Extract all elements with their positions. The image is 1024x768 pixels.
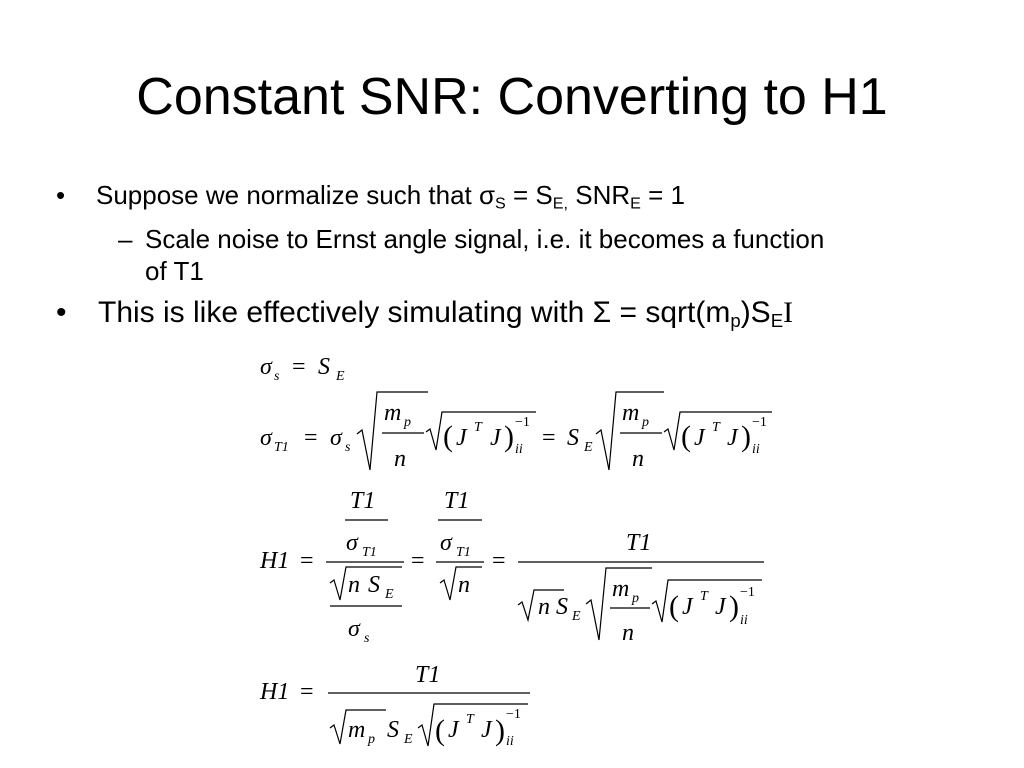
slide-title: Constant SNR: Converting to H1 bbox=[136, 68, 888, 126]
s-symbol: S bbox=[387, 717, 399, 743]
m-symbol: m bbox=[348, 717, 366, 743]
subscript-e: E bbox=[630, 194, 641, 213]
paren-close: ) bbox=[504, 420, 514, 453]
superscript-t: T bbox=[712, 420, 720, 435]
subscript-s: s bbox=[345, 440, 351, 455]
subscript-e: E bbox=[385, 587, 394, 602]
sigma-symbol: σ bbox=[260, 354, 272, 380]
subscript-p: p bbox=[632, 591, 639, 606]
subscript-ii: ii bbox=[752, 442, 760, 457]
n-symbol: n bbox=[632, 446, 644, 472]
subscript-ii: ii bbox=[506, 734, 514, 749]
subscript-p: p bbox=[404, 415, 411, 430]
equation-sigma-s bbox=[260, 354, 345, 384]
t1-symbol: T1 bbox=[350, 488, 376, 514]
s-symbol: S bbox=[567, 425, 579, 451]
superscript-minus-one: −1 bbox=[740, 585, 755, 600]
m-symbol: m bbox=[384, 400, 402, 426]
subscript-ii: ii bbox=[515, 442, 523, 457]
text-part: This is like effectively simulating with Σ = sqrt(m bbox=[98, 296, 731, 329]
n-symbol: n bbox=[622, 620, 634, 646]
subscript-t1: T1 bbox=[456, 545, 471, 560]
j-symbol: J bbox=[715, 594, 726, 620]
t1-symbol: T1 bbox=[444, 488, 470, 514]
superscript-t: T bbox=[466, 712, 474, 727]
paren-close: ) bbox=[495, 714, 505, 747]
equation-h1-expansion bbox=[259, 488, 764, 646]
j-symbol: J bbox=[727, 425, 738, 451]
equals-sign: = bbox=[300, 548, 314, 574]
bullet-dot: • bbox=[56, 180, 66, 210]
superscript-minus-one: −1 bbox=[515, 415, 530, 430]
sigma-symbol: σ bbox=[260, 425, 272, 451]
sigma-symbol: σ bbox=[346, 530, 358, 556]
subscript-e: E bbox=[584, 440, 593, 455]
text-part: )S bbox=[740, 296, 771, 329]
equals-sign: = bbox=[542, 425, 556, 451]
equation-sigma-t1 bbox=[260, 392, 772, 472]
s-symbol: S bbox=[556, 594, 568, 620]
text-part: SNR bbox=[568, 180, 631, 210]
n-symbol: n bbox=[538, 594, 550, 620]
paren-close: ) bbox=[741, 420, 751, 453]
identity-symbol: I bbox=[783, 296, 794, 329]
j-symbol: J bbox=[490, 425, 501, 451]
paren-open: ( bbox=[435, 714, 445, 747]
subscript-p: p bbox=[368, 732, 375, 747]
s-symbol: S bbox=[368, 572, 380, 598]
superscript-minus-one: −1 bbox=[506, 707, 521, 722]
subscript-s: S bbox=[495, 194, 506, 213]
h1-symbol: H1 bbox=[260, 548, 290, 574]
equals-sign: = bbox=[300, 679, 314, 705]
text-part: Suppose we normalize such that σ bbox=[96, 180, 496, 210]
subscript-e: E bbox=[336, 369, 345, 384]
s-symbol: S bbox=[318, 354, 330, 380]
t1-symbol: T1 bbox=[626, 530, 652, 556]
dash-mark: – bbox=[118, 224, 133, 254]
sigma-symbol: σ bbox=[330, 425, 342, 451]
equals-sign: = bbox=[292, 354, 306, 380]
subscript-e: E, bbox=[552, 194, 569, 213]
subscript-s: s bbox=[274, 369, 280, 384]
subscript-p: p bbox=[730, 310, 741, 332]
j-symbol: J bbox=[448, 717, 459, 743]
paren-open: ( bbox=[681, 420, 691, 453]
sub-bullet-line-1: Scale noise to Ernst angle signal, i.e. it becomes a function bbox=[145, 224, 825, 254]
superscript-t: T bbox=[474, 420, 482, 435]
bullet-dot: • bbox=[56, 296, 67, 329]
paren-open: ( bbox=[669, 590, 679, 623]
superscript-t: T bbox=[700, 589, 708, 604]
sigma-symbol: σ bbox=[348, 616, 360, 642]
subscript-ii: ii bbox=[740, 613, 748, 628]
n-symbol: n bbox=[348, 572, 360, 598]
sigma-symbol: σ bbox=[440, 530, 452, 556]
subscript-e: E bbox=[770, 310, 784, 332]
paren-close: ) bbox=[729, 590, 739, 623]
superscript-minus-one: −1 bbox=[752, 415, 767, 430]
j-symbol: J bbox=[682, 594, 693, 620]
equals-sign: = bbox=[304, 425, 318, 451]
n-symbol: n bbox=[394, 446, 406, 472]
m-symbol: m bbox=[622, 400, 640, 426]
j-symbol: J bbox=[694, 425, 705, 451]
n-symbol: n bbox=[458, 572, 470, 598]
subscript-t1: T1 bbox=[362, 545, 377, 560]
sub-bullet-line-2: of T1 bbox=[145, 256, 204, 286]
h1-symbol: H1 bbox=[260, 679, 290, 705]
t1-symbol: T1 bbox=[415, 662, 441, 688]
subscript-p: p bbox=[642, 415, 649, 430]
m-symbol: m bbox=[612, 576, 630, 602]
equals-sign: = bbox=[492, 548, 506, 574]
text-part: = 1 bbox=[640, 180, 685, 210]
subscript-s: s bbox=[364, 631, 370, 646]
equation-h1-final bbox=[259, 662, 530, 749]
subscript-t1: T1 bbox=[274, 440, 289, 455]
subscript-e: E bbox=[572, 609, 581, 624]
subscript-e: E bbox=[404, 732, 413, 747]
j-symbol: J bbox=[481, 717, 492, 743]
text-part: = S bbox=[505, 180, 553, 210]
paren-open: ( bbox=[443, 420, 453, 453]
j-symbol: J bbox=[456, 425, 467, 451]
equals-sign: = bbox=[411, 548, 425, 574]
